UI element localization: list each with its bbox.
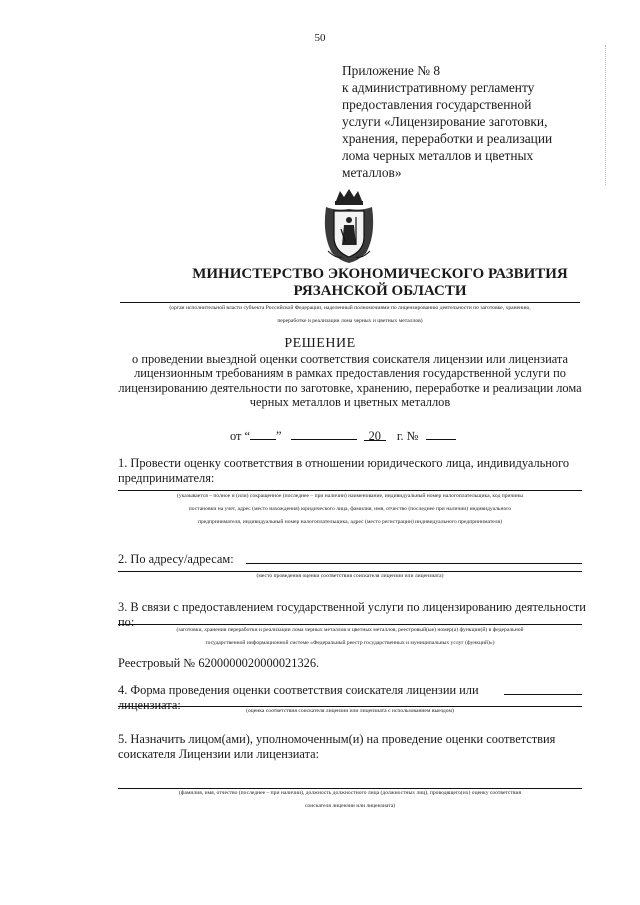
caption-line: (заготовки, хранения переработки и реализации лома черных металлов и цветных металлов, реестровый(ые) номер(а) функции(й) в федеральной <box>176 627 524 633</box>
section-3-text: 3. В связи с предоставлением государственной услуги по лицензированию деятельности по: <box>118 600 586 629</box>
caption-line: (орган исполнительной власти субъекта Российской Федерации, наделенный полномочиями по лицензированию деятельности по заготовке, хранению, <box>169 305 531 311</box>
day-field[interactable] <box>250 428 276 440</box>
caption-line: (указывается – полное и (или) сокращенное (последнее – при наличии) наименование, индивидуальный номер налогоплательщика, код причины <box>176 493 524 499</box>
margin-dots <box>605 45 607 185</box>
month-field[interactable] <box>291 428 357 440</box>
appendix-line: металлов» <box>342 165 402 180</box>
ministry-underline <box>120 302 580 303</box>
year-field[interactable]: 20 <box>364 429 386 441</box>
section-1-line[interactable] <box>118 490 582 491</box>
caption-line: переработке и реализации лома черных и цветных металлов) <box>277 318 423 324</box>
appendix-line: Приложение № 8 <box>342 63 441 78</box>
section-4-caption: (оценка соответствия соискателя лицензии или лицензиата с использованием выездом) <box>246 708 454 714</box>
section-2-text: 2. По адресу/адресам: <box>118 552 234 566</box>
caption-line: соискателя лицензии или лицензиата) <box>304 803 396 809</box>
section-3-line[interactable] <box>118 624 582 625</box>
caption-line: постановки на учет, адрес (место нахождения) юридического лица, фамилия, имя, отчество (последнее при наличии) индивидуального <box>188 506 512 512</box>
section-1-caption <box>118 492 582 527</box>
section-4-text: 4. Форма проведения оценки соответствия соискателя лицензии или лицензиата: <box>118 683 479 712</box>
number-label: г. № <box>396 429 419 443</box>
appendix-line: к административному регламенту <box>342 80 535 95</box>
registry-number: Реестровый № 6200000020000021326. <box>118 656 320 670</box>
appendix-line: хранения, переработки и реализации <box>342 131 553 146</box>
date-from-label: от “ <box>230 429 251 443</box>
caption-line: государственной информационной системе «Федеральный реестр государственных и муниципальных услуг (функций)») <box>205 640 495 646</box>
date-row <box>230 428 456 444</box>
ryazan-coat-of-arms-icon <box>322 187 376 265</box>
section-1-text: 1. Провести оценку соответствия в отношении юридического лица, индивидуального предпринимателя: <box>118 456 570 485</box>
section-5-text: 5. Назначить лицом(ами), уполномоченным(и) на проведение оценки соответствия соискателя Лицензии или лицензиата: <box>118 732 556 761</box>
ministry-caption <box>118 304 582 326</box>
page-number: 50 <box>314 32 326 44</box>
section-2-address-line[interactable] <box>246 563 582 564</box>
caption-line: предпринимателя, индивидуальный номер налогоплательщика, адрес (место регистрации) индивидуального предпринимателя) <box>197 519 502 525</box>
decision-title: РЕШЕНИЕ <box>284 336 356 351</box>
section-2-caption: (место проведения оценки соответствия соискателя лицензии или лицензиата) <box>256 573 444 579</box>
appendix-line: лома черных металлов и цветных <box>342 148 534 163</box>
section-4-inline-line[interactable] <box>504 694 582 695</box>
section-3-caption <box>118 626 582 648</box>
decision-subtitle: о проведении выездной оценки соответствия соискателя лицензии или лицензиата лицензионным требованиям в рамках предоставления государственной услуги по лицензированию деятельности по заготовке, хранению, переработке и реализации лома черных металлов и цветных металлов <box>118 352 582 410</box>
ministry-line-2: РЯЗАНСКОЙ ОБЛАСТИ <box>293 283 467 299</box>
appendix-block <box>342 62 602 181</box>
date-quote-close: ” <box>276 429 282 443</box>
ministry-name <box>120 266 640 300</box>
section-5-caption <box>118 789 582 811</box>
number-field[interactable] <box>426 428 456 440</box>
caption-line: (фамилия, имя, отчество (последнее – при наличии), должность должностного лица (должностных лиц), проводящего(их) оценку соответствия <box>178 790 522 796</box>
appendix-line: услуги «Лицензирование заготовки, <box>342 114 548 129</box>
ministry-line-1: МИНИСТЕРСТВО ЭКОНОМИЧЕСКОГО РАЗВИТИЯ <box>192 266 568 282</box>
appendix-line: предоставления государственной <box>342 97 532 112</box>
